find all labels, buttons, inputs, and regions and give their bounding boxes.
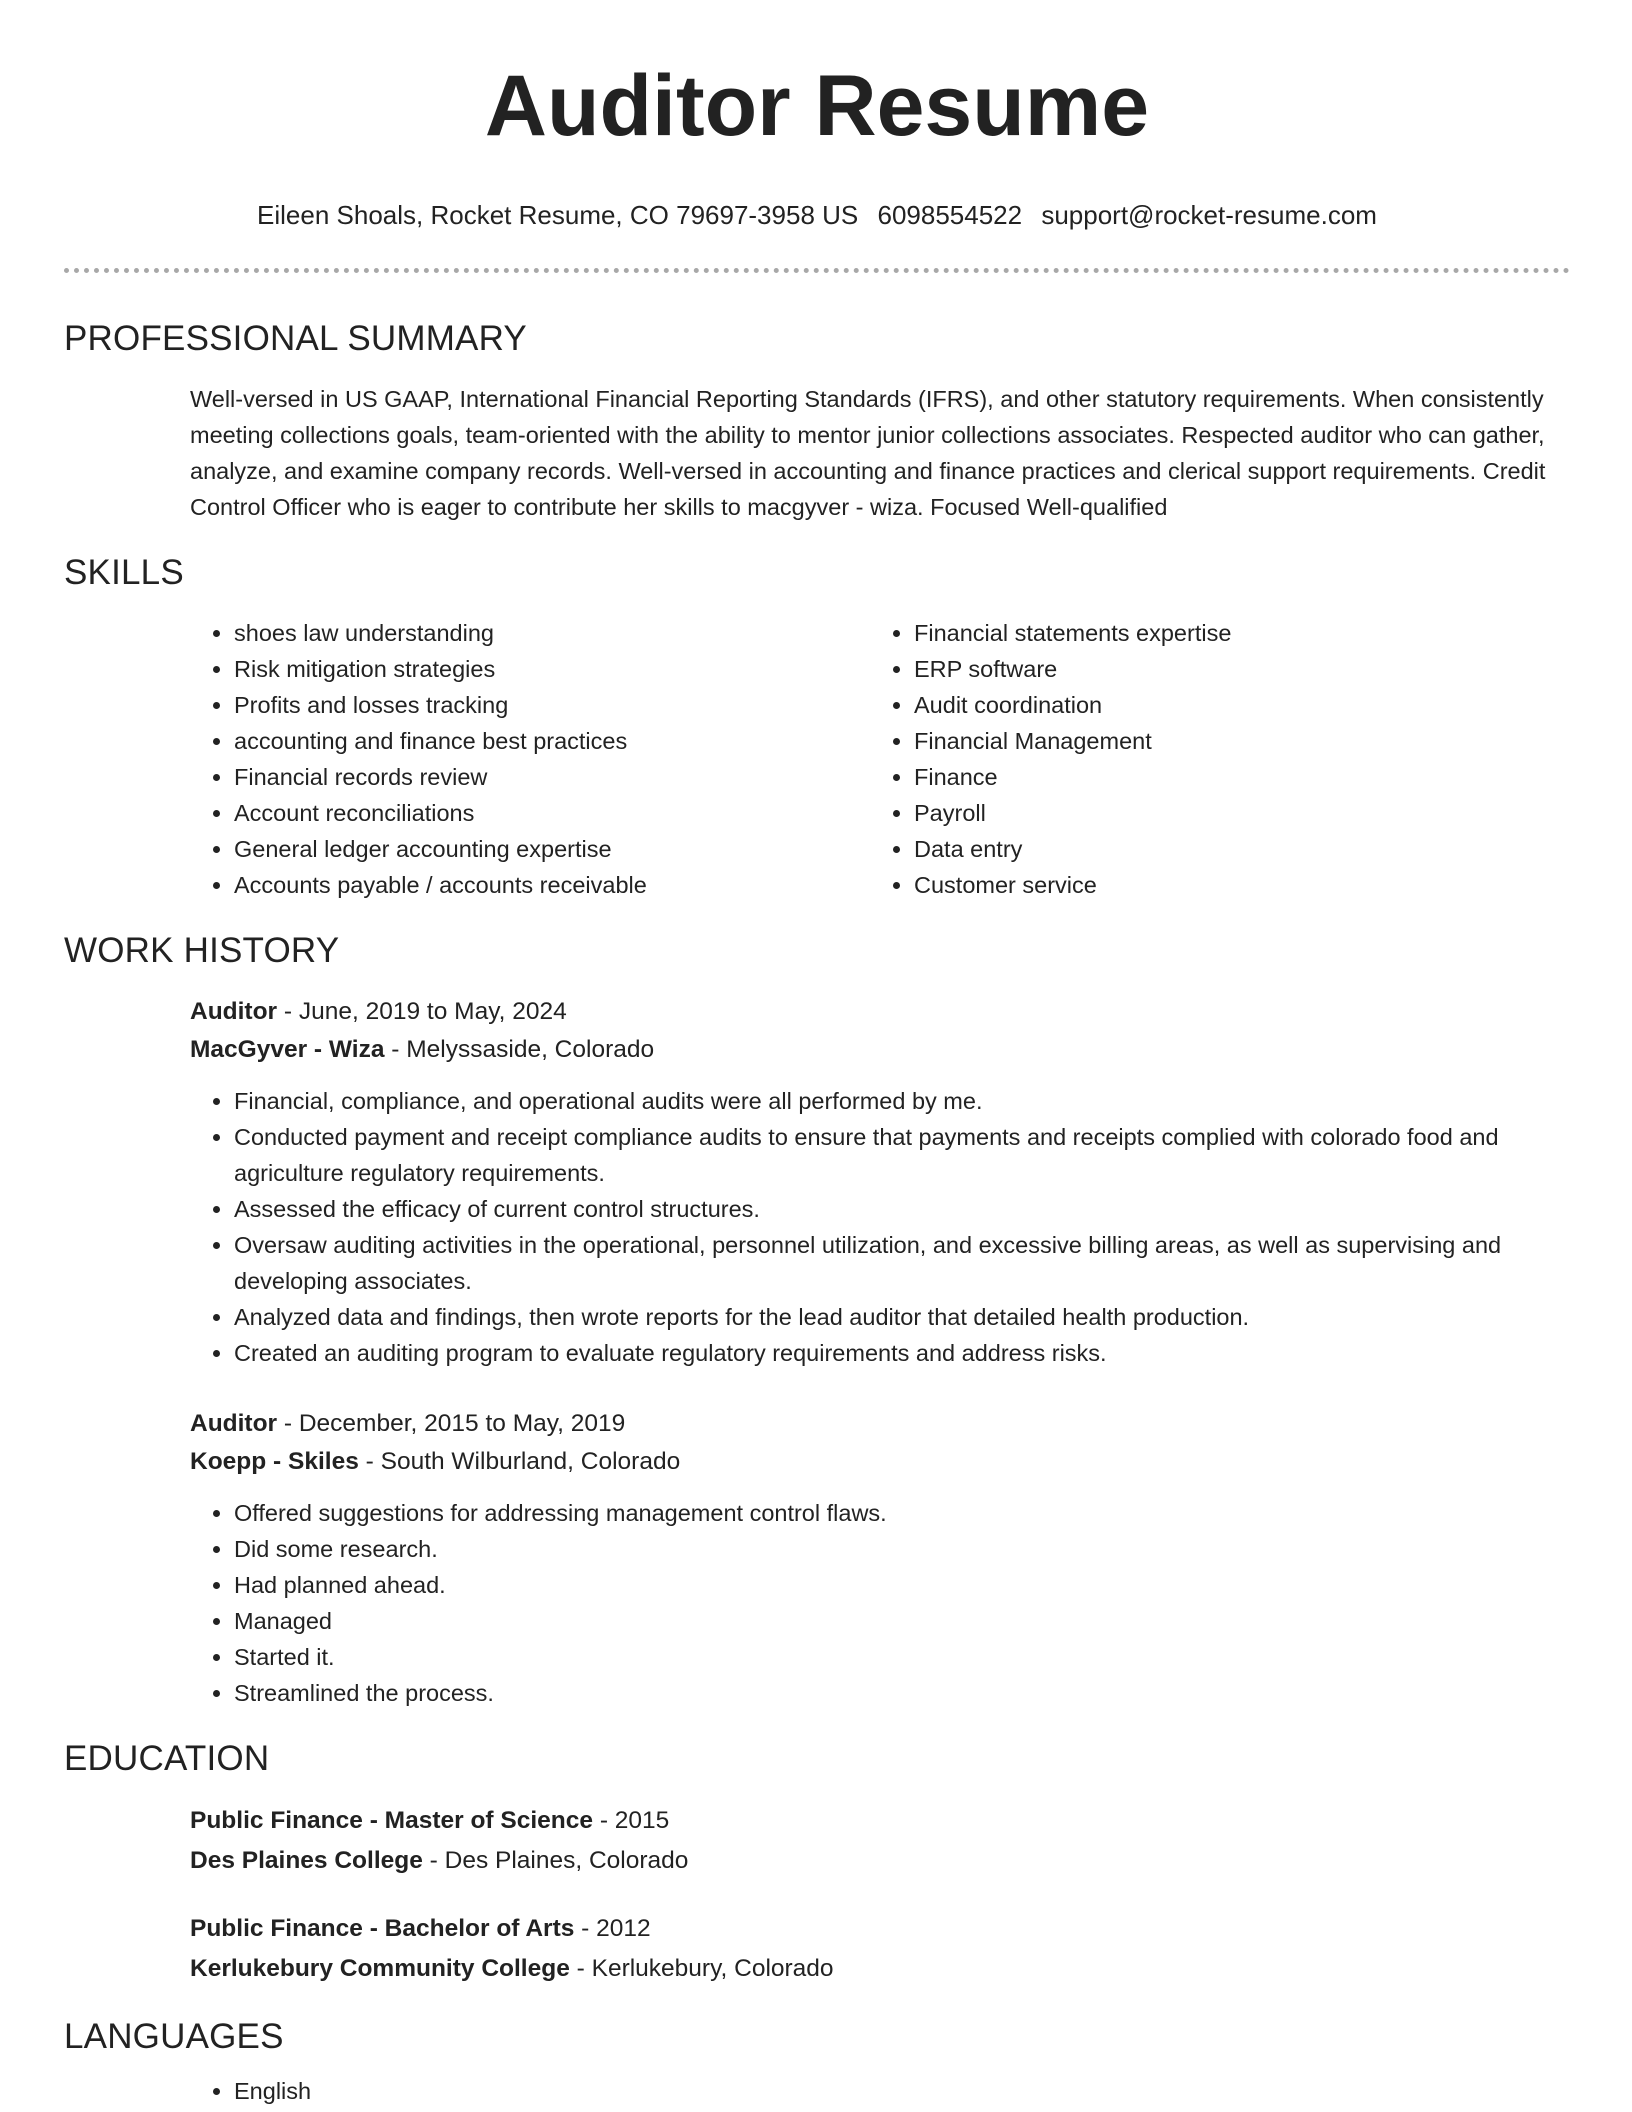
job-bullet: • Offered suggestions for addressing management control flaws. <box>234 1495 1570 1531</box>
languages-heading: LANGUAGES <box>64 2017 284 2056</box>
resume-page <box>64 0 1570 2109</box>
education-entry <box>190 1909 1570 1989</box>
work-heading: WORK HISTORY <box>64 931 340 970</box>
education-degree-line <box>190 1801 1570 1841</box>
skill-item: • shoes law understanding <box>234 615 870 651</box>
education-entry <box>190 1801 1570 1881</box>
summary-section <box>64 317 1570 525</box>
skills-heading: SKILLS <box>64 553 184 592</box>
skills-section <box>64 551 1570 903</box>
skill-item: • Customer service <box>914 867 1550 903</box>
work-section <box>64 929 1570 1711</box>
skill-item: • Financial records review <box>234 759 870 795</box>
skill-item: • Profits and losses tracking <box>234 687 870 723</box>
education-section <box>64 1737 1570 1989</box>
education-degree: Public Finance - Master of Science <box>190 1807 594 1834</box>
job-title-line <box>190 993 1570 1031</box>
education-heading: EDUCATION <box>64 1739 270 1778</box>
job-company: Koepp - Skiles <box>190 1448 359 1475</box>
language-item: • English <box>234 2073 1570 2109</box>
job-entry <box>190 1405 1570 1711</box>
job-bullet: • Created an auditing program to evaluate regulatory requirements and address risks. <box>234 1335 1570 1371</box>
skill-item: • Financial Management <box>914 723 1550 759</box>
job-bullet: • Oversaw auditing activities in the operational, personnel utilization, and excessive billing areas, as well as supervising and developing associates. <box>234 1227 1570 1299</box>
skill-item: • ERP software <box>914 651 1550 687</box>
skill-item: • Financial statements expertise <box>914 615 1550 651</box>
skill-item: • accounting and finance best practices <box>234 723 870 759</box>
skills-grid <box>190 615 1570 903</box>
job-company: MacGyver - Wiza <box>190 1036 385 1063</box>
job-bullet: • Analyzed data and findings, then wrote reports for the lead auditor that detailed health production. <box>234 1299 1570 1335</box>
skills-list-left <box>190 615 870 903</box>
skill-item: • Payroll <box>914 795 1550 831</box>
job-company-line <box>190 1443 1570 1481</box>
job-location: - South Wilburland, Colorado <box>358 1448 681 1475</box>
languages-list <box>190 2073 1570 2109</box>
job-dates: - December, 2015 to May, 2019 <box>277 1410 626 1437</box>
skill-item: • General ledger accounting expertise <box>234 831 870 867</box>
education-year: - 2012 <box>574 1915 651 1942</box>
job-title-line <box>190 1405 1570 1443</box>
job-bullet: • Started it. <box>234 1639 1570 1675</box>
contact-email: support@rocket-resume.com <box>1041 200 1377 230</box>
education-location: - Des Plaines, Colorado <box>422 1847 689 1874</box>
job-bullet: • Streamlined the process. <box>234 1675 1570 1711</box>
skill-item: • Data entry <box>914 831 1550 867</box>
education-school: Des Plaines College <box>190 1847 423 1874</box>
job-title: Auditor <box>190 1410 278 1437</box>
education-location: - Kerlukebury, Colorado <box>569 1955 834 1982</box>
job-dates: - June, 2019 to May, 2024 <box>277 998 567 1025</box>
skill-item: • Audit coordination <box>914 687 1550 723</box>
job-bullets <box>190 1495 1570 1711</box>
contact-address: Eileen Shoals, Rocket Resume, CO 79697-3958 US <box>257 200 859 230</box>
job-entry <box>190 993 1570 1371</box>
skill-item: • Finance <box>914 759 1550 795</box>
job-location: - Melyssaside, Colorado <box>384 1036 655 1063</box>
education-degree: Public Finance - Bachelor of Arts <box>190 1915 575 1942</box>
education-year: - 2015 <box>593 1807 670 1834</box>
job-bullet: • Assessed the efficacy of current control structures. <box>234 1191 1570 1227</box>
job-title: Auditor <box>190 998 278 1025</box>
skills-list-right <box>870 615 1550 903</box>
skill-item: • Risk mitigation strategies <box>234 651 870 687</box>
job-bullets <box>190 1083 1570 1371</box>
job-company-line <box>190 1031 1570 1069</box>
summary-heading: PROFESSIONAL SUMMARY <box>64 319 527 358</box>
contact-line <box>64 198 1570 232</box>
languages-section <box>64 2015 1570 2109</box>
contact-phone: 6098554522 <box>877 200 1023 230</box>
education-school-line <box>190 1949 1570 1989</box>
skill-item: • Accounts payable / accounts receivable <box>234 867 870 903</box>
job-bullet: • Managed <box>234 1603 1570 1639</box>
job-bullet: • Conducted payment and receipt compliance audits to ensure that payments and receipts complied with colorado food and agriculture regulatory requirements. <box>234 1119 1570 1191</box>
header-divider <box>64 268 1570 273</box>
skill-item: • Account reconciliations <box>234 795 870 831</box>
education-degree-line <box>190 1909 1570 1949</box>
job-bullet: • Did some research. <box>234 1531 1570 1567</box>
summary-text: Well-versed in US GAAP, International Financial Reporting Standards (IFRS), and other statutory requirements. When consistently meeting collections goals, team-oriented with the ability to mentor junior collections associates. Respected auditor who can gather, analyze, and examine company records. Well-versed in accounting and finance practices and clerical support requirements. Credit Control Officer who is eager to contribute her skills to macgyver - wiza. Focused Well-qualified <box>190 386 1546 520</box>
job-bullet: • Had planned ahead. <box>234 1567 1570 1603</box>
education-school: Kerlukebury Community College <box>190 1955 570 1982</box>
job-bullet: • Financial, compliance, and operational audits were all performed by me. <box>234 1083 1570 1119</box>
education-school-line <box>190 1841 1570 1881</box>
resume-title: Auditor Resume <box>484 58 1150 154</box>
